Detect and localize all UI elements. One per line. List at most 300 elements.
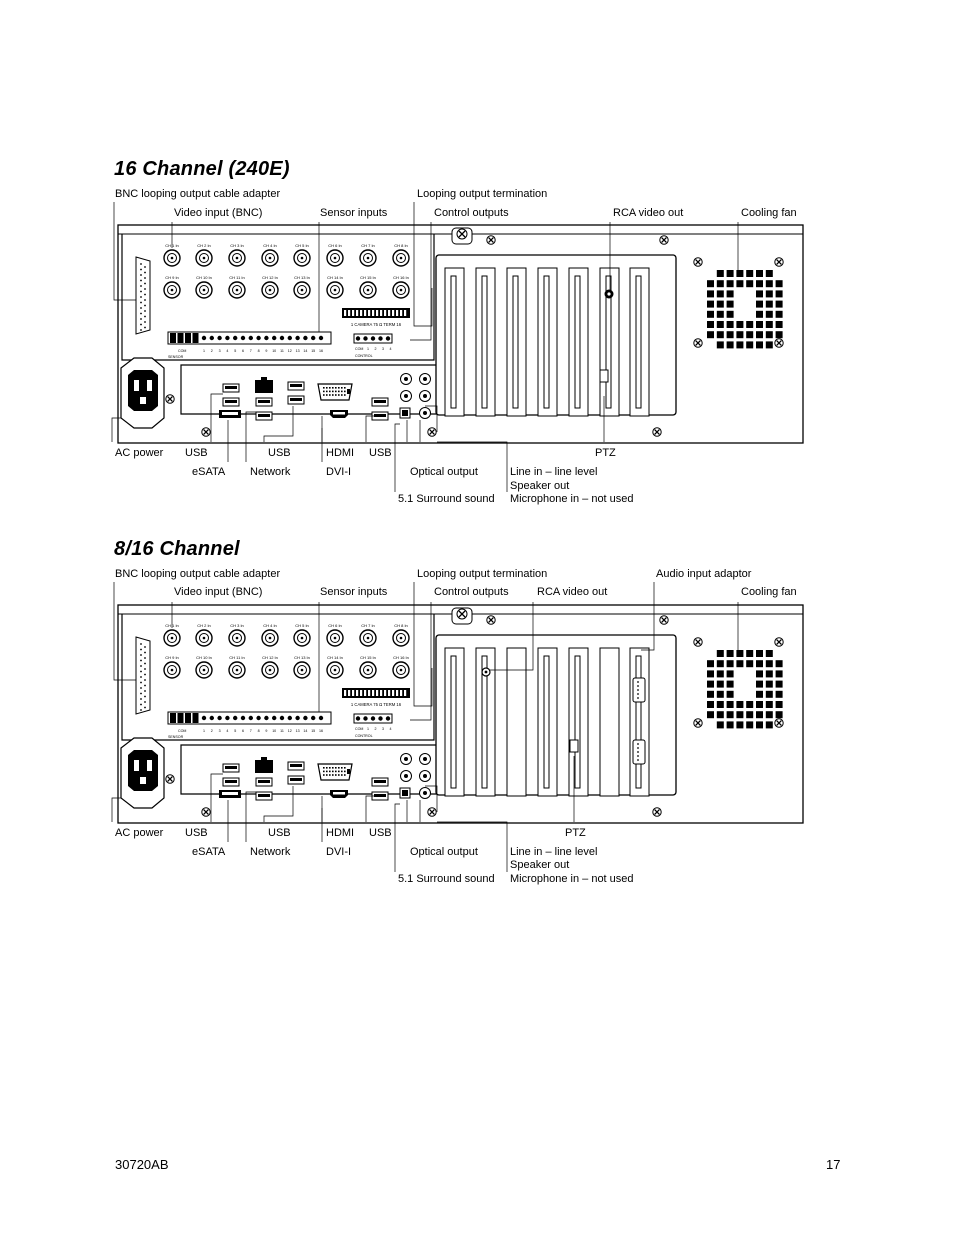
control-number: 2 xyxy=(374,727,377,731)
sensor-com-label: COM xyxy=(178,349,187,353)
sensor-com-terminal xyxy=(185,713,191,723)
db25-pin xyxy=(144,327,146,329)
label-usb: USB xyxy=(268,447,291,459)
bnc-pin xyxy=(301,257,304,260)
fan-grille-hole xyxy=(707,711,714,718)
sensor-com-terminal xyxy=(170,333,176,343)
network-tab xyxy=(261,377,267,381)
label-line-in: Line in – line level xyxy=(510,466,598,478)
label-surround: 5.1 Surround sound xyxy=(398,873,495,885)
label-network: Network xyxy=(250,846,291,858)
fan-grille-hole xyxy=(746,280,753,287)
dip-caption: 1 CAMERA 75 Ω TERM 16 xyxy=(350,322,402,327)
bnc-label: CH 2 In xyxy=(197,623,211,628)
label-ptz: PTZ xyxy=(595,447,616,459)
db25-pin xyxy=(140,307,142,309)
sensor-terminal xyxy=(225,716,229,720)
dip-switch-lever xyxy=(348,690,350,696)
db25-pin xyxy=(144,272,146,274)
sensor-terminal xyxy=(249,716,253,720)
db25-pin xyxy=(144,299,146,301)
fan-grille-hole xyxy=(766,721,773,728)
usb-tongue xyxy=(258,400,270,403)
control-number: 3 xyxy=(382,727,384,731)
label-control-outputs: Control outputs xyxy=(434,207,509,219)
sensor-terminal xyxy=(210,336,214,340)
fan-grille-hole xyxy=(717,311,724,318)
dvi-pin xyxy=(338,394,340,396)
label-esata: eSATA xyxy=(192,466,226,478)
dvi-pin xyxy=(341,391,343,393)
label-video-input: Video input (BNC) xyxy=(174,586,263,598)
fan-grille-hole xyxy=(727,660,734,667)
fan-grille-hole xyxy=(756,301,763,308)
db25-pin xyxy=(140,660,142,662)
audio-jack-hole xyxy=(404,394,408,398)
optical-hole xyxy=(402,410,408,416)
usb-tongue xyxy=(258,780,270,783)
dvi-pin xyxy=(329,771,331,773)
rca-jack-hole xyxy=(607,292,610,295)
dip-switch-lever xyxy=(344,310,346,316)
control-terminal xyxy=(356,336,360,340)
sensor-caption: SENSOR xyxy=(168,735,184,739)
sensor-terminal xyxy=(225,336,229,340)
control-terminal xyxy=(386,716,390,720)
dvi-pin xyxy=(335,771,337,773)
fan-grille-hole xyxy=(736,341,743,348)
label-bnc-adapter: BNC looping output cable adapter xyxy=(115,188,281,200)
fan-grille-hole xyxy=(776,670,783,677)
db25-pin xyxy=(144,674,146,676)
bnc-label: CH 3 In xyxy=(230,623,244,628)
dip-switch-lever xyxy=(372,310,374,316)
dvi-pin xyxy=(335,767,337,769)
dip-switch-lever xyxy=(396,690,398,696)
sensor-com-terminal xyxy=(185,333,191,343)
db25-pin xyxy=(140,682,142,684)
ac-inlet-icon xyxy=(128,750,158,791)
sensor-terminal xyxy=(319,716,323,720)
label-surround: 5.1 Surround sound xyxy=(398,493,495,505)
db25-pin xyxy=(140,329,142,331)
bnc-label: CH 7 In xyxy=(361,243,375,248)
fan-grille-hole xyxy=(707,321,714,328)
dvi-pin xyxy=(323,774,325,776)
db25-pin xyxy=(144,288,146,290)
dip-switch-lever xyxy=(384,310,386,316)
label-ac-power: AC power xyxy=(115,447,164,459)
fan-grille-hole xyxy=(766,280,773,287)
dip-switch-lever xyxy=(404,690,406,696)
fan-grille-hole xyxy=(727,341,734,348)
bnc-label: CH 7 In xyxy=(361,623,375,628)
slot-opening xyxy=(636,656,641,788)
dip-switch-lever xyxy=(360,310,362,316)
label-line-in: Line in – line level xyxy=(510,846,598,858)
fan-grille-hole xyxy=(766,341,773,348)
dip-switch-lever xyxy=(400,310,402,316)
bnc-label: CH 5 In xyxy=(295,243,309,248)
dip-switch-lever xyxy=(388,310,390,316)
fan-grille-hole xyxy=(736,701,743,708)
sensor-terminal xyxy=(241,336,245,340)
sensor-number: 10 xyxy=(272,349,277,353)
dvi-pin xyxy=(326,387,328,389)
fan-grille-hole xyxy=(717,321,724,328)
fan-grille-hole xyxy=(727,311,734,318)
db25-pin xyxy=(144,690,146,692)
dvi-pin xyxy=(341,774,343,776)
bnc-pin xyxy=(236,637,239,640)
fan-grille-hole xyxy=(756,270,763,277)
fan-grille-hole xyxy=(766,321,773,328)
bnc-pin xyxy=(269,637,272,640)
fan-grille-hole xyxy=(756,321,763,328)
fan-grille-hole xyxy=(727,650,734,657)
control-terminal xyxy=(363,716,367,720)
fan-grille-hole xyxy=(756,290,763,297)
dvi-pin xyxy=(344,394,346,396)
dvi-pin xyxy=(338,391,340,393)
label-microphone: Microphone in – not used xyxy=(510,493,634,505)
network-port-icon xyxy=(255,760,273,773)
slot-opening xyxy=(544,656,549,788)
fan-grille-hole xyxy=(707,301,714,308)
db25-pin xyxy=(140,269,142,271)
bnc-pin xyxy=(367,257,370,260)
ac-pin xyxy=(147,760,152,771)
dvi-pin xyxy=(323,387,325,389)
fan-grille-hole xyxy=(707,331,714,338)
fan-grille-hole xyxy=(717,670,724,677)
label-hdmi: HDMI xyxy=(326,447,355,459)
sensor-terminal xyxy=(288,716,292,720)
bnc-label: CH 1 In xyxy=(165,623,179,628)
fan-grille-hole xyxy=(756,711,763,718)
label-loop-term: Looping output termination xyxy=(417,188,548,200)
fan-grille-hole xyxy=(776,311,783,318)
usb-tongue xyxy=(225,766,237,769)
db25-pin xyxy=(140,291,142,293)
fan-grille-hole xyxy=(717,711,724,718)
fan-grille-hole xyxy=(746,650,753,657)
dip-switch-lever xyxy=(348,310,350,316)
dvi-pin xyxy=(332,774,334,776)
sensor-terminal xyxy=(264,716,268,720)
slot-opening xyxy=(544,276,549,408)
sensor-terminal xyxy=(311,336,315,340)
dvi-pin xyxy=(341,767,343,769)
sensor-terminal xyxy=(319,336,323,340)
dvi-pin xyxy=(326,767,328,769)
usb-tongue xyxy=(290,384,302,387)
fan-grille-hole xyxy=(766,691,773,698)
expansion-slot xyxy=(600,648,619,796)
slot-opening xyxy=(513,276,518,408)
sensor-terminal xyxy=(288,336,292,340)
fan-grille-hole xyxy=(707,670,714,677)
sensor-number: 5 xyxy=(234,349,237,353)
dip-switch-lever xyxy=(404,310,406,316)
bnc-label: CH 14 In xyxy=(327,275,343,280)
dvi-pin xyxy=(332,767,334,769)
sensor-number: 7 xyxy=(249,349,252,353)
audio-jack-hole xyxy=(423,377,427,381)
fan-grille-hole xyxy=(756,670,763,677)
bnc-label: CH 11 In xyxy=(229,275,245,280)
dip-switch-lever xyxy=(384,690,386,696)
sensor-number: 16 xyxy=(319,349,323,353)
label-cooling-fan: Cooling fan xyxy=(741,207,797,219)
sensor-com-label: COM xyxy=(178,729,187,733)
fan-grille-hole xyxy=(707,311,714,318)
sensor-number: 11 xyxy=(280,349,284,353)
audio-dsub-pin xyxy=(637,681,639,683)
sensor-number: 2 xyxy=(210,729,213,733)
fan-grille-hole xyxy=(746,270,753,277)
db25-pin xyxy=(144,646,146,648)
label-sensor-inputs: Sensor inputs xyxy=(320,207,388,219)
fan-grille-hole xyxy=(727,691,734,698)
db25-pin xyxy=(140,676,142,678)
label-microphone: Microphone in – not used xyxy=(510,873,634,885)
db25-pin xyxy=(140,709,142,711)
dvi-pin xyxy=(329,767,331,769)
sensor-terminal xyxy=(295,716,299,720)
fan-grille-hole xyxy=(776,711,783,718)
fan-grille-hole xyxy=(776,701,783,708)
bnc-pin xyxy=(171,289,174,292)
sensor-number: 13 xyxy=(295,349,300,353)
fan-grille-hole xyxy=(736,650,743,657)
fan-grille-hole xyxy=(766,670,773,677)
fan-grille-hole xyxy=(756,311,763,318)
dvi-pin xyxy=(341,394,343,396)
label-usb: USB xyxy=(369,827,392,839)
section-title: 16 Channel (240E) xyxy=(114,158,290,180)
sensor-terminal xyxy=(272,336,276,340)
bnc-label: CH 5 In xyxy=(295,623,309,628)
fan-grille-hole xyxy=(776,290,783,297)
control-caption: CONTROL xyxy=(355,354,373,358)
dvi-pin xyxy=(344,387,346,389)
fan-grille-hole xyxy=(717,650,724,657)
audio-dsub-pin xyxy=(637,697,639,699)
fan-grille-hole xyxy=(756,650,763,657)
audio-dsub-icon xyxy=(633,740,645,764)
fan-grille-hole xyxy=(717,301,724,308)
audio-jack-hole xyxy=(404,377,408,381)
db25-pin xyxy=(144,310,146,312)
control-number: 4 xyxy=(389,347,392,351)
sensor-number: 12 xyxy=(287,349,292,353)
rca-jack-hole xyxy=(485,671,488,674)
audio-jack-hole xyxy=(423,411,427,415)
bnc-pin xyxy=(334,289,337,292)
db25-pin xyxy=(140,302,142,304)
sensor-number: 3 xyxy=(218,349,221,353)
fan-grille-hole xyxy=(727,270,734,277)
db25-pin xyxy=(140,274,142,276)
db25-pin xyxy=(144,283,146,285)
dvi-pin xyxy=(323,771,325,773)
dvi-pin xyxy=(344,774,346,776)
fan-grille-hole xyxy=(717,681,724,688)
dip-switch-lever xyxy=(392,310,394,316)
fan-grille-hole xyxy=(756,701,763,708)
fan-grille-hole xyxy=(717,660,724,667)
db25-pin xyxy=(144,294,146,296)
bnc-pin xyxy=(269,669,272,672)
sensor-caption: SENSOR xyxy=(168,355,184,359)
dip-switch-lever xyxy=(352,690,354,696)
dvi-pin xyxy=(326,771,328,773)
fan-grille-hole xyxy=(746,321,753,328)
bnc-label: CH 4 In xyxy=(263,623,277,628)
audio-jack-hole xyxy=(423,791,427,795)
audio-dsub-pin xyxy=(637,689,639,691)
fan-grille-hole xyxy=(776,660,783,667)
dvi-pin xyxy=(341,387,343,389)
bnc-label: CH 14 In xyxy=(327,655,343,660)
sensor-terminal xyxy=(295,336,299,340)
fan-grille-hole xyxy=(717,290,724,297)
esata-slot xyxy=(222,412,238,415)
fan-grille-hole xyxy=(776,301,783,308)
leader-line xyxy=(437,822,507,872)
sensor-terminal xyxy=(249,336,253,340)
label-rca-video-out: RCA video out xyxy=(537,586,608,598)
bnc-pin xyxy=(171,257,174,260)
control-com-label: COM xyxy=(355,347,364,351)
db25-pin xyxy=(140,313,142,315)
bnc-pin xyxy=(367,637,370,640)
slot-opening xyxy=(451,656,456,788)
sensor-number: 4 xyxy=(226,349,229,353)
bnc-label: CH 6 In xyxy=(328,243,342,248)
sensor-terminal xyxy=(233,716,237,720)
dip-switch-lever xyxy=(356,310,358,316)
ac-inlet-icon xyxy=(128,370,158,411)
db25-pin xyxy=(144,696,146,698)
slot-opening xyxy=(575,656,580,788)
label-optical: Optical output xyxy=(410,466,478,478)
esata-slot xyxy=(222,792,238,795)
fan-grille-hole xyxy=(756,341,763,348)
control-number: 2 xyxy=(374,347,377,351)
fan-grille-hole xyxy=(717,691,724,698)
audio-jack-hole xyxy=(423,757,427,761)
label-esata: eSATA xyxy=(192,846,226,858)
audio-dsub-icon xyxy=(633,678,645,702)
ac-pin xyxy=(147,380,152,391)
label-rca-video-out: RCA video out xyxy=(613,207,684,219)
db25-pin xyxy=(140,665,142,667)
sensor-number: 1 xyxy=(203,729,205,733)
label-cooling-fan: Cooling fan xyxy=(741,586,797,598)
sensor-number: 4 xyxy=(226,729,229,733)
db25-port-icon xyxy=(136,637,150,714)
fan-grille-hole xyxy=(707,280,714,287)
fan-grille-hole xyxy=(766,331,773,338)
fan-grille-hole xyxy=(727,721,734,728)
fan-grille-hole xyxy=(727,701,734,708)
fan-grille-hole xyxy=(736,270,743,277)
db25-pin xyxy=(144,316,146,318)
bnc-label: CH 10 In xyxy=(196,275,212,280)
sensor-terminal xyxy=(303,716,307,720)
fan-grille-hole xyxy=(746,701,753,708)
fan-grille-hole xyxy=(727,280,734,287)
fan-grille-hole xyxy=(736,660,743,667)
db25-pin xyxy=(144,685,146,687)
slot-opening xyxy=(482,276,487,408)
control-number: 1 xyxy=(367,727,369,731)
sensor-terminal xyxy=(256,336,260,340)
dvi-pin xyxy=(347,769,350,774)
dvi-pin xyxy=(338,387,340,389)
db25-pin xyxy=(140,263,142,265)
dvi-pin xyxy=(332,387,334,389)
rear-panel-diagram xyxy=(0,560,954,890)
dvi-pin xyxy=(341,771,343,773)
control-number: 3 xyxy=(382,347,384,351)
bnc-pin xyxy=(334,637,337,640)
fan-grille-hole xyxy=(756,681,763,688)
dvi-pin xyxy=(338,771,340,773)
usb-tongue xyxy=(258,414,270,417)
dvi-pin xyxy=(332,771,334,773)
dvi-pin xyxy=(335,391,337,393)
sensor-number: 16 xyxy=(319,729,323,733)
fan-grille-hole xyxy=(746,331,753,338)
fan-grille-hole xyxy=(707,681,714,688)
db25-pin xyxy=(140,285,142,287)
bnc-pin xyxy=(301,289,304,292)
audio-jack-hole xyxy=(423,394,427,398)
usb-tongue xyxy=(225,386,237,389)
bnc-pin xyxy=(236,257,239,260)
dvi-pin xyxy=(335,774,337,776)
fan-grille-hole xyxy=(717,280,724,287)
slot-opening xyxy=(575,276,580,408)
page-number: 17 xyxy=(826,1157,841,1172)
bnc-pin xyxy=(269,257,272,260)
sensor-number: 10 xyxy=(272,729,277,733)
bnc-pin xyxy=(400,289,403,292)
fan-grille-hole xyxy=(727,711,734,718)
sensor-com-terminal xyxy=(178,333,184,343)
fan-grille-hole xyxy=(727,681,734,688)
section-title: 8/16 Channel xyxy=(114,538,240,560)
control-terminal xyxy=(363,336,367,340)
dvi-pin xyxy=(329,391,331,393)
label-bnc-adapter: BNC looping output cable adapter xyxy=(115,568,281,580)
bnc-pin xyxy=(400,257,403,260)
sensor-number: 7 xyxy=(249,729,252,733)
sensor-number: 14 xyxy=(303,729,308,733)
hdmi-slot xyxy=(333,792,345,795)
control-terminal xyxy=(371,716,375,720)
dip-caption: 1 CAMERA 75 Ω TERM 16 xyxy=(350,702,402,707)
fan-grille-hole xyxy=(727,321,734,328)
bnc-label: CH 3 In xyxy=(230,243,244,248)
label-hdmi: HDMI xyxy=(326,827,355,839)
bnc-pin xyxy=(236,669,239,672)
fan-grille-hole xyxy=(707,660,714,667)
fan-grille-hole xyxy=(766,301,773,308)
